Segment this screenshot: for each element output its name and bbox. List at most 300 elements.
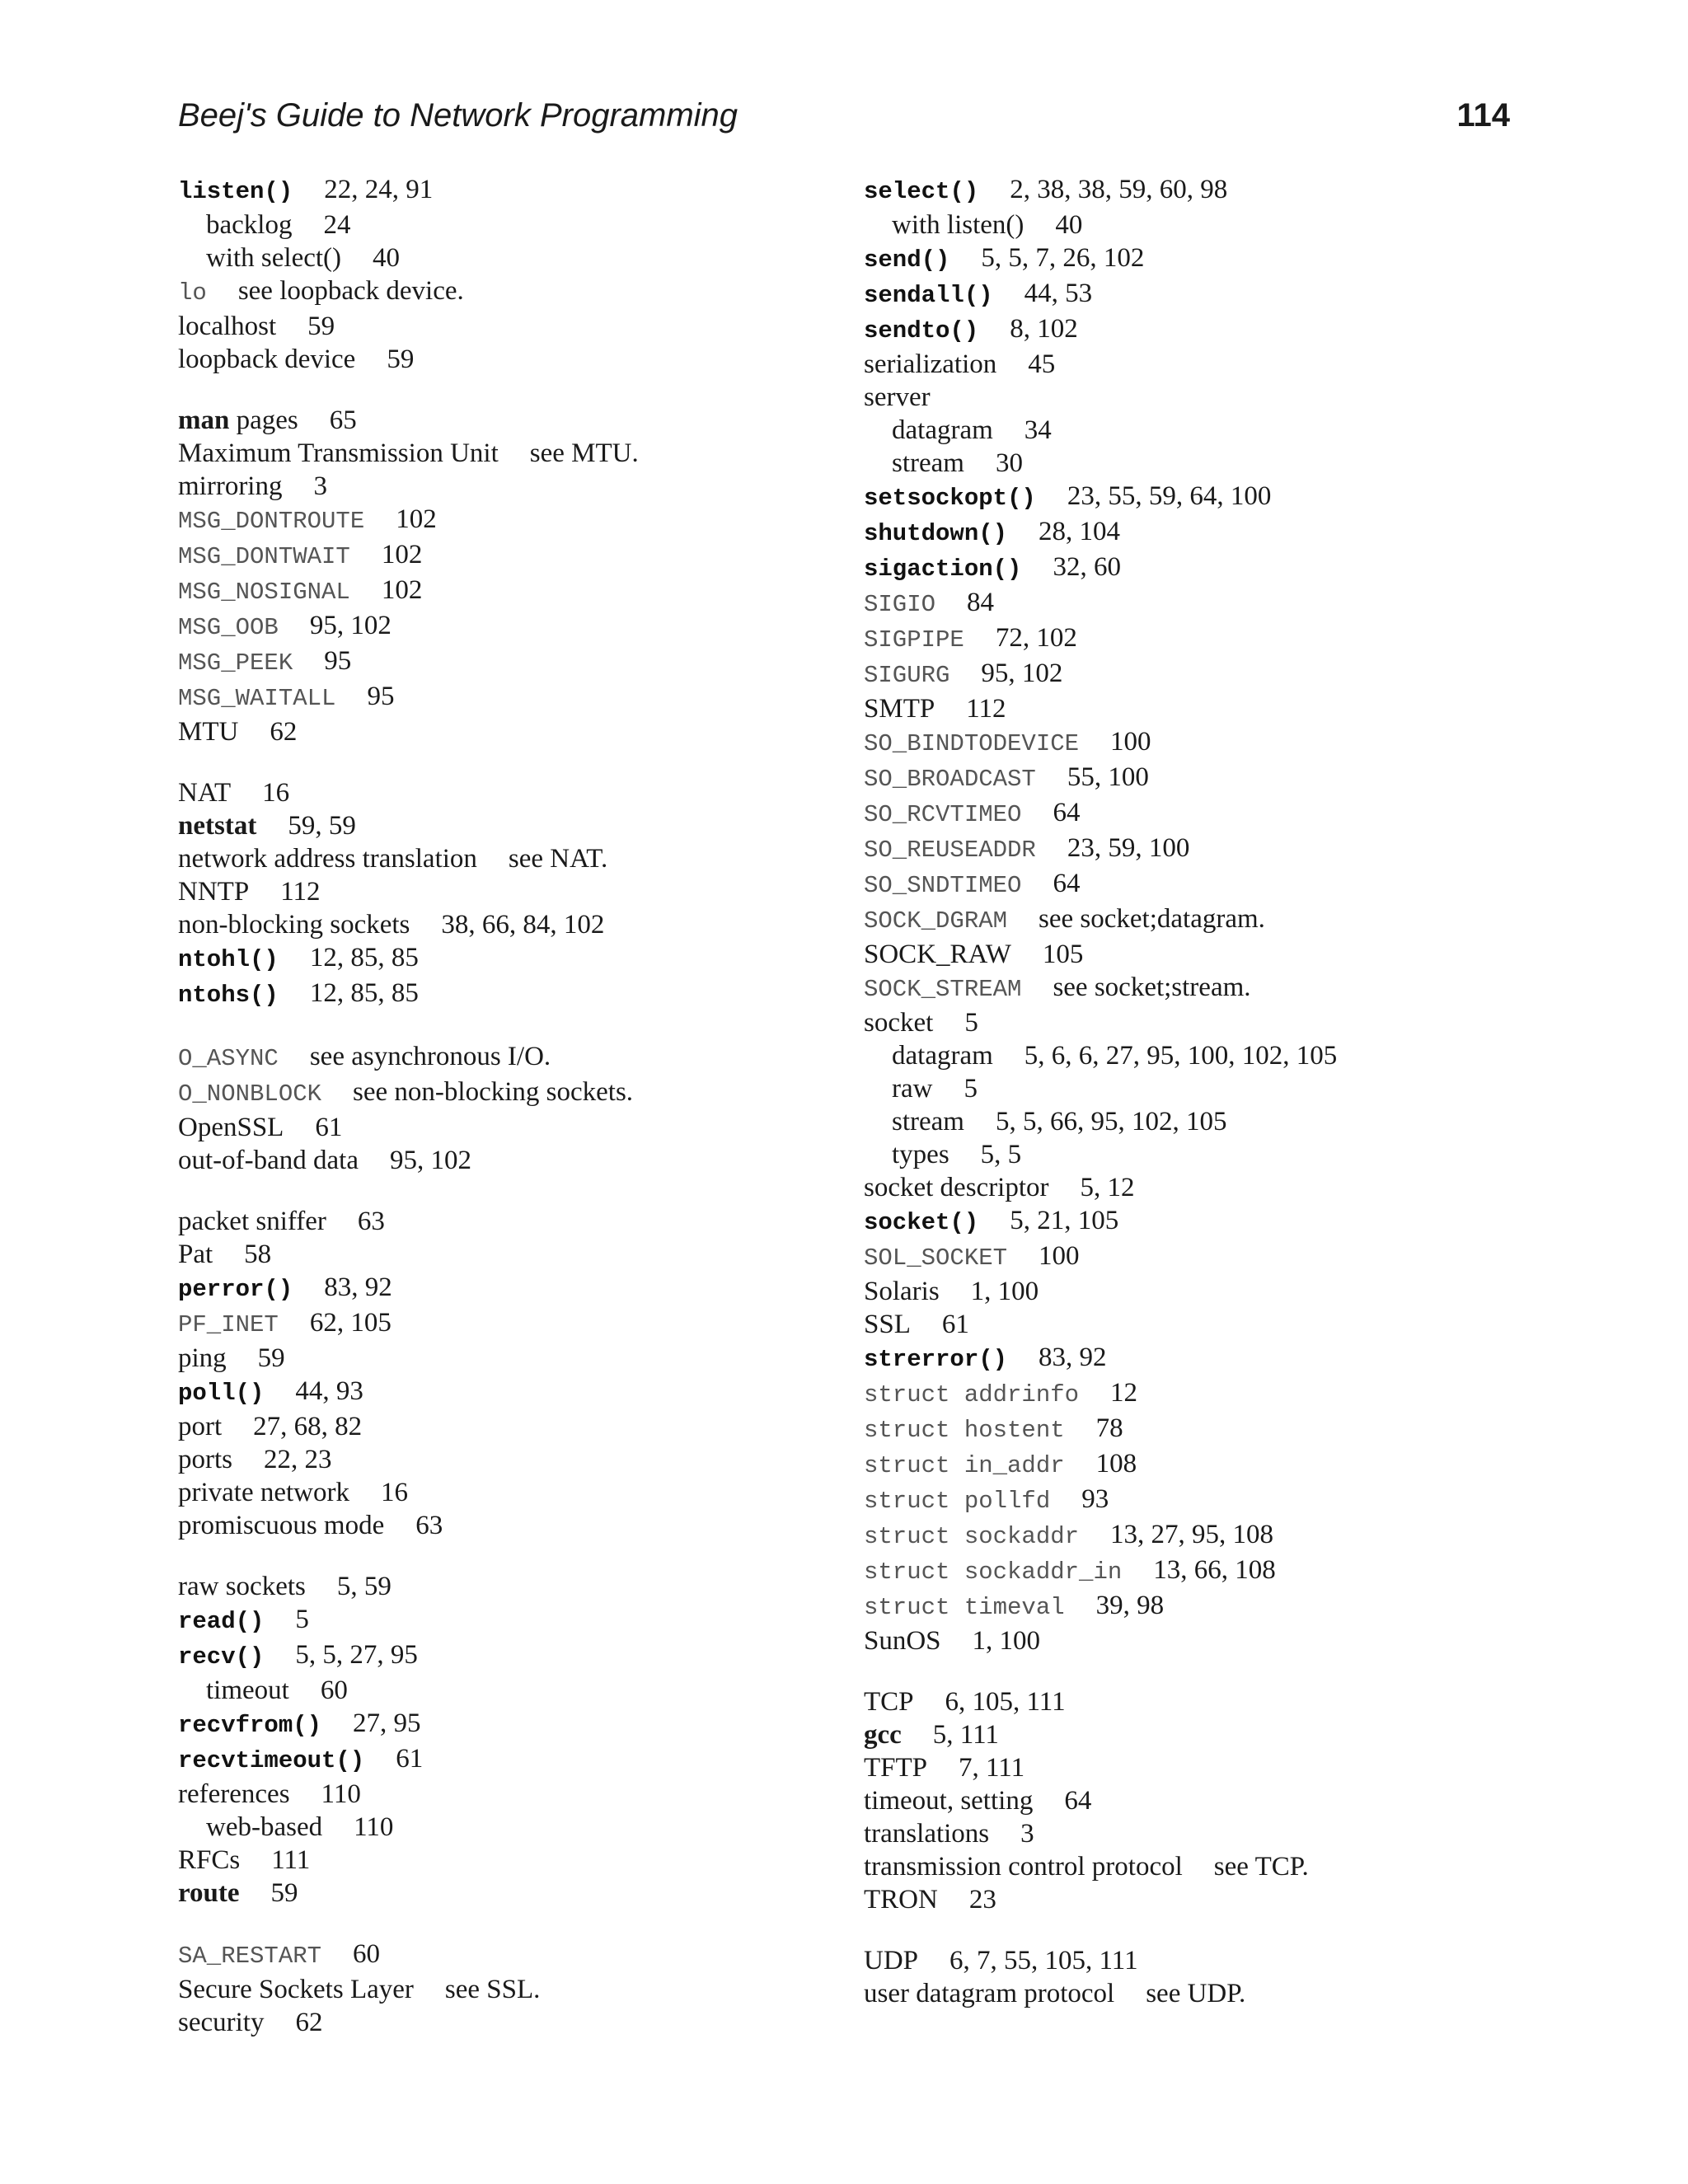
index-entry [864, 1883, 1540, 1916]
index-entry [178, 1707, 854, 1742]
book-title: Beej's Guide to Network Programming [178, 97, 738, 134]
index-page-refs: see socket;stream. [1053, 972, 1251, 1002]
index-letter-group [864, 1944, 1540, 2010]
index-entry [864, 241, 1540, 277]
index-term: netstat [178, 811, 257, 841]
index-page-refs: 7, 111 [959, 1753, 1025, 1783]
index-entry [178, 680, 854, 715]
index-page-refs: 110 [354, 1812, 394, 1842]
index-page-refs: 34 [1024, 415, 1052, 445]
index-entry [864, 1817, 1540, 1850]
index-subentry [178, 1811, 854, 1844]
index-letter-group [864, 173, 1540, 1657]
index-page-refs: see loopback device. [237, 276, 464, 306]
index-page-refs: 28, 104 [1039, 517, 1121, 546]
index-entry [864, 1006, 1540, 1039]
index-entry [864, 1944, 1540, 1977]
index-page-refs: 38, 66, 84, 102 [441, 910, 605, 940]
index-page-refs: 55, 100 [1067, 762, 1149, 792]
index-term: references [178, 1779, 290, 1809]
page-header [178, 92, 1510, 138]
index-page-refs: 102 [396, 504, 437, 534]
index-entry [864, 277, 1540, 312]
index-page-refs: 63 [415, 1511, 443, 1540]
index-term: TCP [864, 1687, 914, 1717]
index-term: O_ASYNC [178, 1045, 279, 1072]
index-page-refs: 112 [966, 694, 1006, 724]
index-subentry [864, 447, 1540, 480]
index-page-refs: 40 [1055, 210, 1083, 240]
index-term: gcc [864, 1720, 902, 1750]
index-term: SOCK_STREAM [864, 976, 1022, 1003]
index-page-refs: 60 [320, 1675, 348, 1705]
index-entry [864, 1685, 1540, 1718]
index-term: SA_RESTART [178, 1943, 322, 1970]
index-entry [864, 1240, 1540, 1275]
index-term: private network [178, 1478, 350, 1507]
index-term: OpenSSL [178, 1113, 284, 1142]
index-page-refs: 8, 102 [1010, 314, 1078, 344]
index-page-refs: 59 [387, 344, 415, 374]
index-term: Maximum Transmission Unit [178, 438, 499, 468]
index-page-refs: 64 [1053, 798, 1081, 827]
index-term: server [864, 382, 931, 412]
index-entry [178, 1076, 854, 1111]
index-page-refs: 105 [1042, 940, 1084, 969]
index-column-right [864, 173, 1540, 2038]
index-term: security [178, 2008, 265, 2037]
index-entry [864, 621, 1540, 657]
index-term: with listen() [892, 210, 1025, 240]
index-entry [178, 404, 854, 437]
index-entry [864, 381, 1540, 414]
index-term: perror() [178, 1276, 293, 1303]
index-entry [864, 1624, 1540, 1657]
index-entry [178, 644, 854, 680]
index-page-refs: 5, 6, 6, 27, 95, 100, 102, 105 [1024, 1041, 1338, 1071]
index-entry [178, 1778, 854, 1811]
index-page-refs: see TCP. [1213, 1852, 1309, 1882]
index-entry [864, 1554, 1540, 1589]
index-term: SIGPIPE [864, 626, 964, 654]
index-term: stream [892, 1107, 964, 1137]
index-term: struct sockaddr_in [864, 1558, 1123, 1586]
index-page-refs: 93 [1081, 1484, 1109, 1514]
index-column-left [178, 173, 854, 2067]
index-term: stream [892, 448, 964, 478]
index-entry [178, 1742, 854, 1778]
index-term: with select() [206, 243, 342, 273]
index-page-refs: 102 [381, 540, 423, 569]
index-term: Pat [178, 1240, 213, 1269]
index-entry [178, 1306, 854, 1342]
index-page-refs: 111 [271, 1845, 311, 1875]
index-entry [864, 1376, 1540, 1412]
index-page-refs: 44, 93 [295, 1376, 363, 1406]
index-entry [864, 1850, 1540, 1883]
index-term: route [178, 1878, 240, 1908]
index-term: backlog [206, 210, 293, 240]
index-term: non-blocking sockets [178, 910, 410, 940]
index-term: SOCK_RAW [864, 940, 1011, 969]
index-letter-group [178, 776, 854, 1012]
index-entry [864, 1483, 1540, 1518]
index-page-refs: 27, 95 [353, 1708, 421, 1738]
index-subentry [864, 1138, 1540, 1171]
index-page-refs: see MTU. [529, 438, 639, 468]
index-term: recvtimeout() [178, 1747, 365, 1774]
index-entry [864, 657, 1540, 692]
index-page-refs: 62 [270, 717, 298, 747]
index-entry [178, 1410, 854, 1443]
index-term: timeout, setting [864, 1786, 1034, 1816]
index-term: out-of-band data [178, 1146, 359, 1175]
index-entry [178, 1443, 854, 1476]
index-term: Solaris [864, 1277, 940, 1306]
index-term: listen() [178, 178, 293, 205]
index-letter-group [178, 1938, 854, 2039]
index-page-refs: 59 [270, 1878, 298, 1908]
index-subentry [178, 1674, 854, 1707]
index-entry [864, 902, 1540, 938]
index-page-refs: 27, 68, 82 [253, 1412, 363, 1441]
index-entry [178, 274, 854, 310]
index-letter-group [178, 1040, 854, 1177]
index-term-suffix: pages [229, 405, 298, 435]
index-entry [864, 938, 1540, 971]
index-entry [178, 941, 854, 977]
index-term: SO_BINDTODEVICE [864, 730, 1080, 757]
index-entry [864, 1751, 1540, 1784]
index-page-refs: 16 [381, 1478, 409, 1507]
index-page-refs: see socket;datagram. [1039, 904, 1265, 934]
index-entry [178, 1938, 854, 1973]
index-entry [178, 1144, 854, 1177]
index-term: ping [178, 1343, 227, 1373]
index-term: mirroring [178, 471, 283, 501]
index-entry [178, 776, 854, 809]
index-page-refs: 6, 7, 55, 105, 111 [950, 1946, 1138, 1975]
index-page-refs: 3 [1020, 1819, 1034, 1849]
index-entry [178, 715, 854, 748]
index-page-refs: see SSL. [444, 1975, 541, 2004]
index-term: shutdown() [864, 520, 1008, 547]
index-term: MSG_NOSIGNAL [178, 579, 350, 606]
index-entry [864, 1204, 1540, 1240]
index-entry [178, 1375, 854, 1410]
index-page-refs: 5, 5 [980, 1140, 1022, 1169]
index-term: network address translation [178, 844, 477, 874]
index-term: read() [178, 1608, 265, 1635]
index-page-refs: 62 [295, 2008, 323, 2037]
index-entry [178, 1271, 854, 1306]
index-page-refs: 44, 53 [1024, 279, 1093, 308]
index-entry [864, 1977, 1540, 2010]
index-subentry [864, 209, 1540, 241]
index-entry [864, 586, 1540, 621]
index-page-refs: 5 [964, 1008, 978, 1038]
index-entry [864, 1589, 1540, 1624]
index-page-refs: 59, 59 [288, 811, 356, 841]
index-entry [178, 875, 854, 908]
index-subentry [178, 209, 854, 241]
index-entry [178, 538, 854, 574]
index-term: serialization [864, 349, 997, 379]
index-page-refs: 2, 38, 38, 59, 60, 98 [1010, 175, 1228, 204]
index-page-refs: 5, 5, 27, 95 [295, 1640, 418, 1670]
index-page-refs: 23 [968, 1885, 996, 1915]
index-entry [864, 796, 1540, 832]
index-page-refs: 5, 59 [336, 1572, 392, 1601]
index-page-refs: 3 [313, 471, 327, 501]
index-page-refs: see NAT. [508, 844, 608, 874]
index-term: TFTP [864, 1753, 928, 1783]
index-page-refs: 40 [373, 243, 401, 273]
index-page-refs: 64 [1064, 1786, 1092, 1816]
index-subentry [864, 1039, 1540, 1072]
index-page-refs: 16 [262, 778, 290, 808]
index-page-refs: 30 [995, 448, 1023, 478]
index-page-refs: 32, 60 [1053, 552, 1121, 582]
index-entry [864, 1784, 1540, 1817]
index-page-refs: 1, 100 [970, 1277, 1039, 1306]
index-entry [178, 173, 854, 209]
index-page-refs: 84 [967, 588, 995, 617]
index-term: SSL [864, 1310, 911, 1339]
index-term: struct timeval [864, 1594, 1065, 1621]
index-entry [178, 437, 854, 470]
index-entry [864, 480, 1540, 515]
index-term: MSG_PEEK [178, 649, 293, 677]
index-entry [864, 692, 1540, 725]
index-entry [864, 1171, 1540, 1204]
index-term: struct pollfd [864, 1488, 1051, 1515]
index-page-refs: 95, 102 [981, 658, 1063, 688]
index-term: ntohs() [178, 982, 279, 1009]
index-term: web-based [206, 1812, 323, 1842]
index-term: datagram [892, 1041, 993, 1071]
index-term: packet sniffer [178, 1207, 326, 1236]
index-entry [178, 1040, 854, 1076]
index-term: SO_SNDTIMEO [864, 872, 1022, 899]
index-term: struct addrinfo [864, 1381, 1080, 1408]
index-page-refs: 100 [1110, 727, 1151, 757]
index-page-refs: 65 [329, 405, 357, 435]
index-page-refs: 5, 111 [932, 1720, 999, 1750]
index-page-refs: 1, 100 [972, 1626, 1041, 1656]
index-term: sigaction() [864, 555, 1022, 583]
index-entry [178, 1342, 854, 1375]
index-entry [178, 609, 854, 644]
index-entry [178, 842, 854, 875]
index-term: datagram [892, 415, 993, 445]
index-term: select() [864, 178, 979, 205]
index-entry [864, 1718, 1540, 1751]
index-page-refs: 95 [367, 682, 395, 711]
index-entry [864, 1308, 1540, 1341]
index-page-refs: 95 [324, 646, 352, 676]
index-entry [864, 312, 1540, 348]
index-term: UDP [864, 1946, 919, 1975]
index-term: loopback device [178, 344, 356, 374]
index-page-refs: 5 [295, 1605, 309, 1634]
index-subentry [864, 1072, 1540, 1105]
index-term: send() [864, 246, 950, 274]
index-page-refs: 22, 23 [264, 1445, 332, 1474]
index-page-refs: 13, 27, 95, 108 [1110, 1520, 1274, 1549]
index-page-refs: 5, 21, 105 [1010, 1206, 1119, 1235]
index-term: lo [178, 279, 207, 307]
index-term: timeout [206, 1675, 289, 1705]
index-term: O_NONBLOCK [178, 1080, 322, 1108]
index-entry [178, 1877, 854, 1910]
index-page-refs: 108 [1095, 1449, 1137, 1479]
index-entry [178, 809, 854, 842]
index-entry [178, 977, 854, 1012]
index-page-refs: 5 [964, 1074, 978, 1104]
index-page-refs: 61 [396, 1744, 424, 1774]
index-term: ntohl() [178, 946, 279, 973]
index-page-refs: 13, 66, 108 [1153, 1555, 1276, 1585]
index-page-refs: 59 [257, 1343, 285, 1373]
index-term: types [892, 1140, 950, 1169]
index-term: socket() [864, 1209, 979, 1236]
index-page-refs: 5, 12 [1080, 1173, 1135, 1202]
index-letter-group [864, 1685, 1540, 1916]
index-term: man [178, 405, 230, 435]
index-page-refs: 72, 102 [995, 623, 1077, 653]
index-page-refs: 102 [381, 575, 423, 605]
index-page-refs: 12 [1110, 1378, 1138, 1408]
index-entry [178, 1638, 854, 1674]
index-term: SMTP [864, 694, 935, 724]
index-page-refs: 63 [357, 1207, 385, 1236]
index-term: sendto() [864, 317, 979, 344]
index-term: socket [864, 1008, 934, 1038]
index-entry [178, 1238, 854, 1271]
index-entry [178, 310, 854, 343]
index-entry [864, 832, 1540, 867]
index-page-refs: 62, 105 [309, 1308, 392, 1338]
index-subentry [864, 414, 1540, 447]
index-page-refs: see non-blocking sockets. [353, 1077, 634, 1107]
index-letter-group [178, 1205, 854, 1542]
index-entry [864, 867, 1540, 902]
index-entry [864, 515, 1540, 551]
index-entry [178, 470, 854, 503]
index-page-refs: see UDP. [1146, 1979, 1246, 2008]
index-entry [864, 348, 1540, 381]
index-page-refs: 100 [1039, 1241, 1080, 1271]
index-term: strerror() [864, 1346, 1008, 1373]
index-term: raw sockets [178, 1572, 306, 1601]
index-page-refs: 5, 5, 7, 26, 102 [981, 243, 1145, 273]
index-entry [864, 1412, 1540, 1447]
index-subentry [178, 241, 854, 274]
index-term: raw [892, 1074, 933, 1104]
index-entry [178, 1509, 854, 1542]
index-page-refs: 61 [315, 1113, 343, 1142]
index-term: transmission control protocol [864, 1852, 1183, 1882]
index-entry [178, 2006, 854, 2039]
index-page-refs: 110 [321, 1779, 361, 1809]
index-entry [178, 343, 854, 376]
index-term: NAT [178, 778, 232, 808]
index-page-refs: 112 [280, 877, 321, 907]
page-number: 114 [1456, 97, 1510, 134]
index-term: Secure Sockets Layer [178, 1975, 414, 2004]
index-entry [178, 503, 854, 538]
index-page-refs: 5, 5, 66, 95, 102, 105 [995, 1107, 1227, 1137]
index-page-refs: 6, 105, 111 [945, 1687, 1066, 1717]
index-page-refs: 64 [1053, 869, 1081, 898]
index-entry [178, 574, 854, 609]
index-page-refs: 12, 85, 85 [309, 978, 419, 1008]
index-entry [178, 1570, 854, 1603]
index-page-refs: 95, 102 [309, 611, 392, 640]
index-page-refs: 12, 85, 85 [309, 943, 419, 972]
index-term: SIGIO [864, 591, 936, 618]
index-entry [178, 908, 854, 941]
index-page-refs: 83, 92 [324, 1272, 392, 1302]
index-term: recvfrom() [178, 1712, 322, 1739]
index-term: promiscuous mode [178, 1511, 385, 1540]
index-entry [178, 1476, 854, 1509]
index-entry [178, 1205, 854, 1238]
index-page-refs: 45 [1028, 349, 1056, 379]
index-term: MSG_WAITALL [178, 685, 336, 712]
index-term: poll() [178, 1380, 265, 1407]
index-term: MSG_OOB [178, 614, 279, 641]
index-term: struct in_addr [864, 1452, 1065, 1479]
index-entry [864, 173, 1540, 209]
index-term: struct hostent [864, 1417, 1065, 1444]
index-page-refs: 95, 102 [390, 1146, 471, 1175]
index-letter-group [178, 404, 854, 748]
index-term: localhost [178, 312, 277, 341]
index-entry [864, 1447, 1540, 1483]
index-entry [864, 1341, 1540, 1376]
index-entry [178, 1844, 854, 1877]
index-entry [864, 761, 1540, 796]
index-term: SO_REUSEADDR [864, 837, 1036, 864]
index-term: recv() [178, 1643, 265, 1671]
index-term: user datagram protocol [864, 1979, 1115, 2008]
index-term: SO_BROADCAST [864, 766, 1036, 793]
index-entry [864, 1518, 1540, 1554]
index-term: ports [178, 1445, 232, 1474]
index-term: SOL_SOCKET [864, 1244, 1008, 1272]
index-term: RFCs [178, 1845, 241, 1875]
index-entry [178, 1973, 854, 2006]
index-term: setsockopt() [864, 485, 1036, 512]
index-letter-group [178, 173, 854, 376]
index-page-refs: 58 [244, 1240, 272, 1269]
index-term: SO_RCVTIMEO [864, 801, 1022, 828]
index-page-refs: 24 [323, 210, 351, 240]
index-term: MTU [178, 717, 239, 747]
index-term: port [178, 1412, 223, 1441]
index-entry [864, 725, 1540, 761]
index-term: TRON [864, 1885, 938, 1915]
index-term: MSG_DONTWAIT [178, 543, 350, 570]
index-term: SunOS [864, 1626, 941, 1656]
index-subentry [864, 1105, 1540, 1138]
index-page-refs: 83, 92 [1039, 1343, 1107, 1372]
index-entry [178, 1603, 854, 1638]
index-letter-group [178, 1570, 854, 1910]
index-page-refs: 23, 59, 100 [1067, 833, 1190, 863]
